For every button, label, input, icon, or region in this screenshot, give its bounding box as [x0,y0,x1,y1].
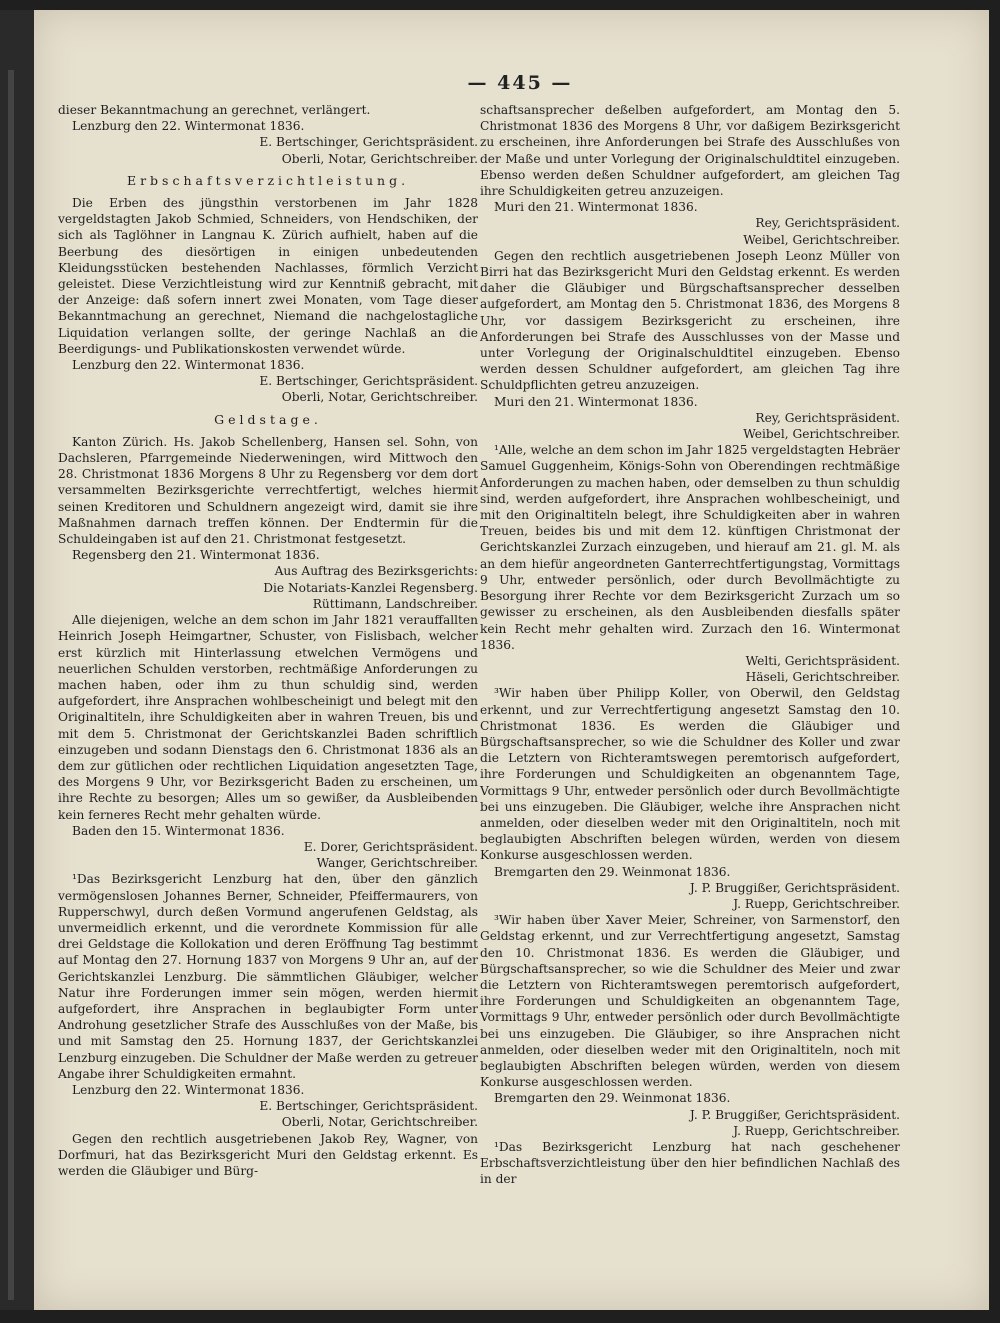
notice-paragraph: schaftsansprecher deßelben aufgefordert, am Montag den 5. Christmonat 1836 des Morgens 8 Uhr, vor daßigem Bezirksgericht zu erscheinen, ihre Anforderungen bei Strafe des Ausschlußes von der Maße und unter Vorlegung der Originalschuldtitel einzugeben. Ebenso werden deßen Schuldner aufgefordert, am gleichen Tag ihre Schuldigkeiten getreu anzuzeigen. [480,103,900,199]
notice-paragraph: Kanton Zürich. Hs. Jakob Schellenberg, Hansen sel. Sohn, von Dachsleren, Pfarrgemeinde Niederweningen, wird Mittwoch den 28. Christmonat 1836 Morgens 8 Uhr zu Regensberg vor dem dort versammelten Bezirksgerichte verrechtfertigt, welches hiermit seinen Kreditoren und Schuldnern angezeigt wird, damit sie ihre Maßnahmen darnach treffen können. Der Endtermin für die Schuldeingaben ist auf den 21. Christmonat festgesetzt. [58,434,478,547]
notice-paragraph: Die Erben des jüngsthin verstorbenen im Jahr 1828 vergeldstagten Jakob Schmied, Schneiders, von Hendschiken, der sich als Taglöhner in Langnau K. Zürich aufhielt, haben auf die Beerbung des diesörtigen in einigen unbedeutenden Kleidungsstücken bestehenden Nachlasses, förmlich Verzicht geleistet. Diese Verzichtleistung wird zur Kenntniß gebracht, mit der Anzeige: daß sofern innert zwei Monaten, vom Tage dieser Bekanntmachung an gerechnet, Niemand die nachgelostagliche Liquidation verlangen sollte, der geringe Nachlaß an die Beerdigungs- und Publikationskosten verwendet würde. [58,196,478,356]
signature-line: Welti, Gerichtspräsident. [745,653,900,668]
signature-line: Oberli, Notar, Gerichtschreiber. [281,1115,478,1130]
signature-line: Häseli, Gerichtschreiber. [745,670,900,685]
notice-paragraph: ¹Das Bezirksgericht Lenzburg hat den, über den gänzlich vermögenslosen Johannes Berner, Schneider, Pfeiffermaurers, von Rupperschwyl, durch deßen Vormund angerufenen Geldstag, als unvermeidlich erkennt, und die verordnete Kommission für alle drei Geldstage die Kollokation und deren Eröffnung Tag bestimmt auf Montag den 27. Hornung 1837 von Morgens 9 Uhr an, auf der Gerichtskanzlei Lenzburg. Die sämmtlichen Gläubiger, welcher Natur ihre Forderungen immer sein mögen, werden hiermit aufgefordert, ihre Ansprachen in beglaubigter Form unter Androhung gesetzlicher Strafe des Ausschlußes von der Maße, bis und mit Samstag den 25. Hornung 1837, der Gerichtskanzlei Lenzburg einzugeben. Die Schuldner der Maße werden zu getreuer Angabe ihrer Schuldigkeiten ermahnt. [58,872,478,1081]
signature-line: Oberli, Notar, Gerichtschreiber. [281,151,478,166]
signature-line: Weibel, Gerichtschreiber. [743,232,900,247]
scan-left-margin [0,10,34,1310]
signature-line: J. Ruepp, Gerichtschreiber. [733,896,900,911]
place-date-line: Lenzburg den 22. Wintermonat 1836. [72,1082,305,1097]
signature-line: E. Dorer, Gerichtspräsident. [303,839,478,854]
signature-line: E. Bertschinger, Gerichtspräsident. [259,1099,478,1114]
place-date-line: Regensberg den 21. Wintermonat 1836. [72,548,320,563]
place-date-line: Muri den 21. Wintermonat 1836. [494,200,698,215]
notice-paragraph: ³Wir haben über Xaver Meier, Schreiner, von Sarmenstorf, den Geldstag erkennt, und zur Verrechtfertigung angesetzt, Samstag den 10. Christmonat 1836. Es werden die Gläubiger, und Bürgschaftsansprecher, so wie die Schuldner des Meier und zwar die Letztern von Richteramtswegen peremtorisch aufgefordert, ihre Forderungen und Schuldigkeiten an obgenanntem Tage, Vormittags 9 Uhr, entweder persönlich oder durch Bevollmächtigte bei uns einzugeben. Die Gläubiger, so ihre Ansprachen nicht anmelden, oder dieselben weder mit den Originaltiteln, noch mit beglaubigten Abschriften belegen würden, werden von diesem Konkurse ausgeschlossen werden. [480,913,900,1090]
signature-line: Oberli, Notar, Gerichtschreiber. [281,390,478,405]
signature-line: E. Bertschinger, Gerichtspräsident. [259,135,478,150]
notice-paragraph: Alle diejenigen, welche an dem schon im Jahr 1821 verauffallten Heinrich Joseph Heimgartner, Schuster, von Fislisbach, welcher erst kürzlich mit Hinterlassung etwelchen Vermögens und neuerlichen Schulden verstorben, rechtmäßige Anforderungen zu machen haben, oder ihm zu thun schuldig sind, werden aufgefordert, ihre Ansprachen wohlbescheinigt und belegt mit den Originaltiteln, ihre Schuldigkeiten aber in wahren Treuen, bis und mit dem 5. Christmonat der Gerichtskanzlei Baden schriftlich einzugeben und sodann Dienstags den 6. Christmonat 1836 als an dem zur gütlichen oder rechtlichen Liquidation angesetzten Tage, des Morgens 9 Uhr, vor Bezirksgericht Baden zu erscheinen, um ihre Rechte zu besorgen; Alles um so gewißer, da Ausbleibenden kein ferneres Recht mehr gehalten würde. [58,613,478,822]
place-date-line: Baden den 15. Wintermonat 1836. [72,823,285,838]
place-date-line: Lenzburg den 22. Wintermonat 1836. [72,358,305,373]
signature-line: J. P. Bruggißer, Gerichtspräsident. [689,880,900,895]
binding-shadow [8,70,14,1300]
page-number: — 445 — [467,72,573,94]
notice-paragraph: ³Wir haben über Philipp Koller, von Oberwil, den Geldstag erkennt, und zur Verrechtfertigung angesetzt Samstag den 10. Christmonat 1836. Es werden die Gläubiger und Bürgschaftsansprecher, so wie die Schuldner des Koller und zwar die Letztern von Richteramtswegen peremtorisch aufgefordert, ihre Forderungen und Schuldigkeiten an obgenanntem Tage, Vormittags 9 Uhr, entweder persönlich oder durch Bevollmächtigte bei uns einzugeben. Die Gläubiger, welche ihre Ansprachen nicht anmelden, oder dieselben weder mit den Originaltiteln, noch mit beglaubigten Abschriften belegen würden, werden von diesem Konkurse ausgeschlossen werden. [480,686,900,863]
section-heading: Geldstage. [214,411,322,427]
notice-paragraph: dieser Bekanntmachung an gerechnet, verlängert. [58,103,371,117]
notice-paragraph: ¹Alle, welche an dem schon im Jahr 1825 vergeldstagten Hebräer Samuel Guggenheim, Königs-Sohn von Oberendingen rechtmäßige Anforderungen zu machen haben, oder demselben zu thun schuldig sind, werden aufgefordert, ihre Ansprachen wohlbescheinigt, und mit den Originaltiteln belegt, ihre Schuldigkeiten aber in wahren Treuen, beides bis und mit dem 12. künftigen Christmonat der Gerichtskanzlei Zurzach einzugeben, und hierauf am 21. gl. M. als an dem hiefür angeordneten Ganterrechtfertigungstag, Vormittags 9 Uhr, entweder persönlich, oder durch Bevollmächtigte zu Besorgung ihrer Rechte vor dem Bezirksgericht Zurzach um so gewisser zu erscheinen, als den Ausbleibenden diesfalls später kein Recht mehr gehalten wird. Zurzach den 16. Wintermonat 1836. [480,443,900,652]
notice-paragraph: ¹Das Bezirksgericht Lenzburg hat nach geschehener Erbschaftsverzichtleistung über den hier befindlichen Nachlaß des in der [480,1140,900,1187]
place-date-line: Bremgarten den 29. Weinmonat 1836. [494,1091,731,1106]
right-column [480,102,900,1188]
place-date-line: Bremgarten den 29. Weinmonat 1836. [494,864,731,879]
signature-line: E. Bertschinger, Gerichtspräsident. [259,374,478,389]
left-column [58,102,478,1179]
signature-line: Weibel, Gerichtschreiber. [743,427,900,442]
signature-line: Aus Auftrag des Bezirksgerichts: [274,564,478,579]
signature-line: J. P. Bruggißer, Gerichtspräsident. [689,1107,900,1122]
signature-line: Die Notariats-Kanzlei Regensberg. [263,580,478,595]
signature-line: Rey, Gerichtspräsident. [755,410,900,425]
signature-line: Wanger, Gerichtschreiber. [316,856,478,871]
signature-line: Rüttimann, Landschreiber. [312,596,478,611]
place-date-line: Muri den 21. Wintermonat 1836. [494,394,698,409]
signature-line: Rey, Gerichtspräsident. [755,216,900,231]
notice-paragraph: Gegen den rechtlich ausgetriebenen Joseph Leonz Müller von Birri hat das Bezirksgericht Muri den Geldstag erkennt. Es werden daher die Gläubiger und Bürgschaftsansprecher desselben aufgefordert, am Montag den 5. Christmonat 1836, des Morgens 8 Uhr, vor dassigem Bezirksgericht zu erscheinen, ihre Anforderungen bei Strafe des Ausschlusses von der Masse und unter Vorlegung der Originalschuldtitel einzugeben. Ebenso werden dessen Schuldner aufgefordert, am gleichen Tag ihre Schuldpflichten getreu anzuzeigen. [480,248,900,393]
signature-line: J. Ruepp, Gerichtschreiber. [733,1123,900,1138]
notice-paragraph: Gegen den rechtlich ausgetriebenen Jakob Rey, Wagner, von Dorfmuri, hat das Bezirksgericht Muri den Geldstag erkennt. Es werden die Gläubiger und Bürg- [58,1131,478,1178]
section-heading: Erbschaftsverzichtleistung. [126,172,410,188]
place-date-line: Lenzburg den 22. Wintermonat 1836. [72,119,305,134]
